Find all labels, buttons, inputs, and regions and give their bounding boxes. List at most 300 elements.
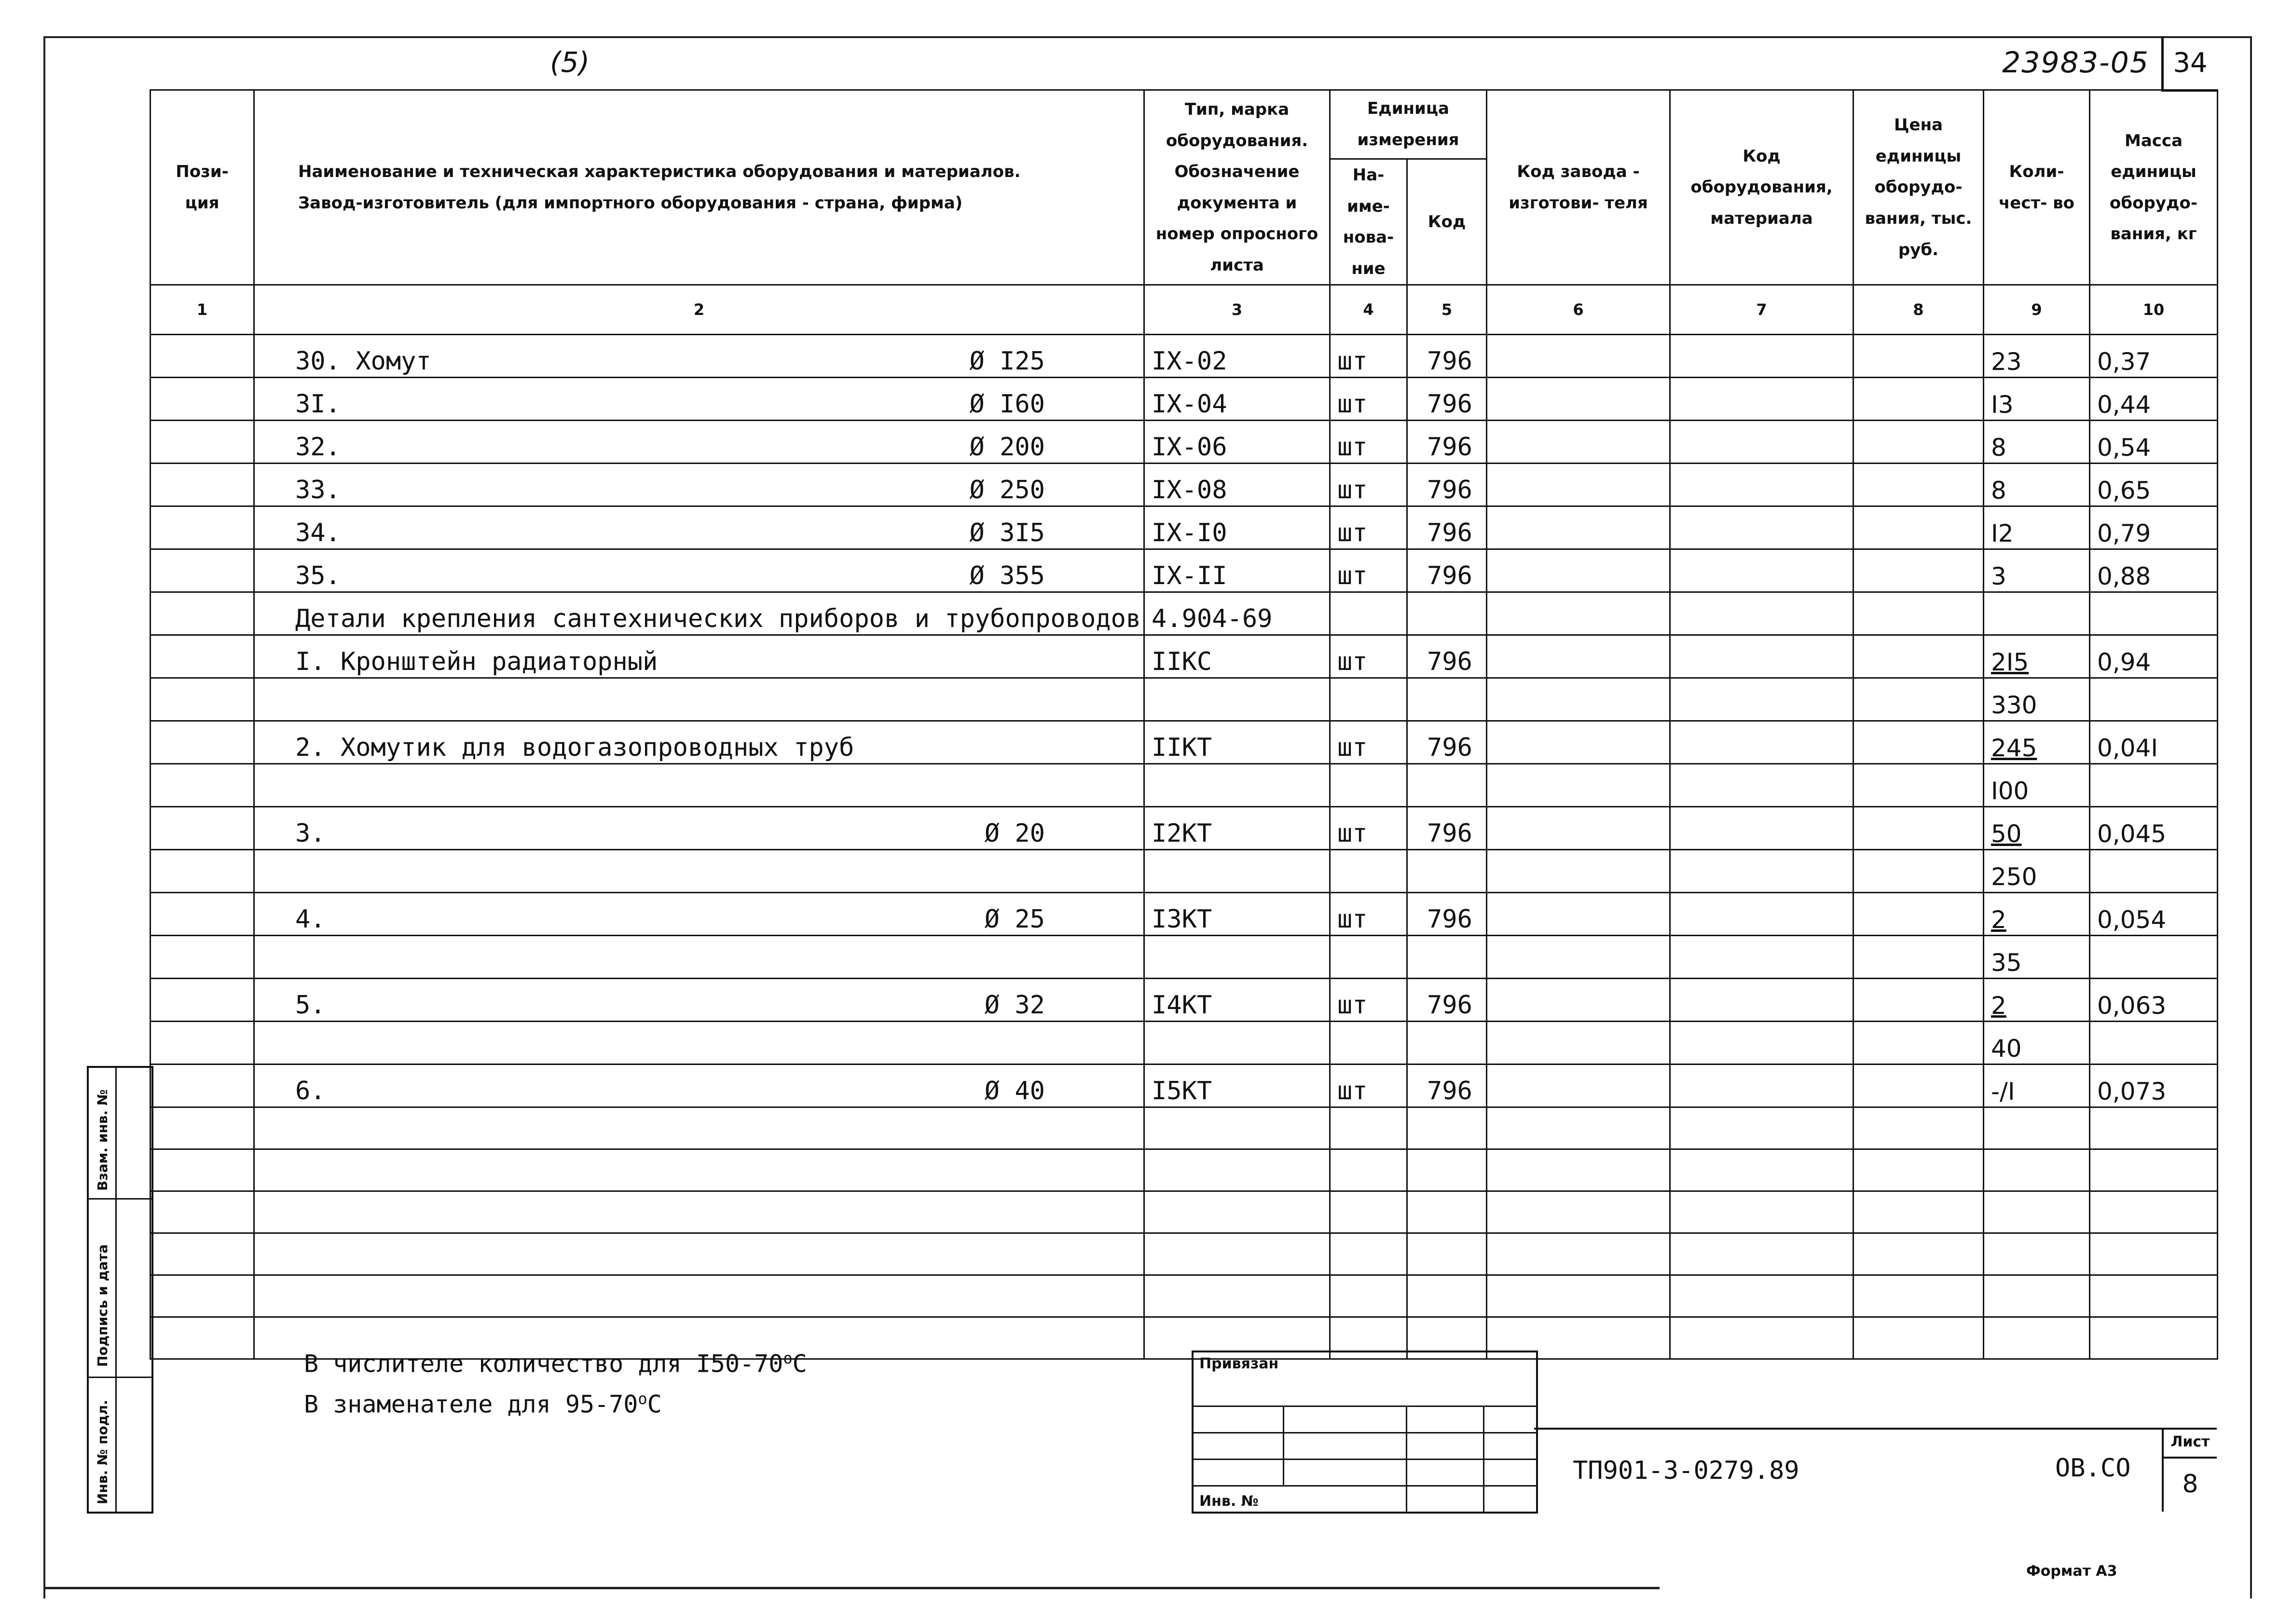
cell-mass: 0,063: [2090, 979, 2218, 1022]
cell-factory: [1487, 850, 1670, 893]
cell-material: [1670, 506, 1853, 549]
cell-price: [1853, 850, 1984, 893]
cell-factory: [1487, 592, 1670, 635]
empty-cell: [1487, 1149, 1670, 1191]
empty-cell: [1670, 1233, 1853, 1275]
cell-mass: 0,073: [2090, 1064, 2218, 1107]
cell-factory: [1487, 549, 1670, 592]
cell-code: [1407, 764, 1487, 807]
cell-name: [254, 1022, 1144, 1064]
empty-cell: [1407, 1275, 1487, 1317]
cell-price: [1853, 549, 1984, 592]
col-unit-code-header: Код: [1407, 159, 1487, 285]
empty-cell: [1487, 1191, 1670, 1233]
cell-type: IIKT: [1144, 721, 1330, 764]
col-number: 1: [151, 285, 254, 335]
empty-cell: [1330, 1233, 1407, 1275]
cell-factory: [1487, 635, 1670, 678]
cell-mass: 0,54: [2090, 421, 2218, 464]
col-unit-name-header: На- име- нова- ние: [1330, 159, 1407, 285]
cell-name: [254, 979, 1144, 1022]
table-row: [151, 506, 2218, 549]
cell-unit: шт: [1330, 378, 1407, 421]
item-name: I. Кронштейн радиаторный: [295, 647, 658, 677]
empty-cell: [1330, 1191, 1407, 1233]
cell-unit: шт: [1330, 721, 1407, 764]
cell-mass: 0,37: [2090, 335, 2218, 378]
empty-cell: [254, 1275, 1144, 1317]
col-type-header: Тип, марка оборудования. Обозначение документа и номер опросного листа: [1144, 90, 1330, 285]
cell-qty: 35: [1984, 936, 2090, 979]
col-price-header: Цена единицы оборудо- вания, тыс. руб.: [1853, 90, 1984, 285]
cell-factory: [1487, 936, 1670, 979]
cell-type: I4KT: [1144, 979, 1330, 1022]
cell-mass: 0,65: [2090, 464, 2218, 506]
side-label-original-inv: Инв. № подл.: [95, 1400, 110, 1504]
cell-price: [1853, 421, 1984, 464]
item-name: 32.: [295, 433, 341, 462]
cell-pos: [151, 592, 254, 635]
cell-price: [1853, 592, 1984, 635]
cell-type: I5KT: [1144, 1064, 1330, 1107]
cell-qty: 250: [1984, 850, 2090, 893]
table-row: [151, 893, 2218, 936]
cell-unit: шт: [1330, 979, 1407, 1022]
cell-factory: [1487, 721, 1670, 764]
cell-pos: [151, 464, 254, 506]
project-code: ТП901-3-0279.89: [1573, 1456, 1799, 1485]
cell-qty: 8: [1984, 464, 2090, 506]
table-row: [151, 850, 2218, 893]
cell-name: [254, 378, 1144, 421]
cell-factory: [1487, 464, 1670, 506]
cell-mass: [2090, 850, 2218, 893]
cell-code: [1407, 678, 1487, 721]
side-label-replacement-inv: Взам. инв. №: [95, 1089, 110, 1191]
cell-mass: 0,79: [2090, 506, 2218, 549]
col-name-header: [254, 90, 1144, 285]
note-line-2: В знаменателе для 95-70$^o$C: [304, 1389, 662, 1419]
col-number: 8: [1853, 285, 1984, 335]
cell-unit: [1330, 764, 1407, 807]
item-name: 4.: [295, 905, 326, 934]
page-number: 34: [2173, 47, 2208, 79]
cell-mass: [2090, 936, 2218, 979]
specification-table: [150, 89, 2218, 1360]
format-mark: Формат А3: [2026, 1563, 2117, 1580]
cell-code: 796: [1407, 1064, 1487, 1107]
specification-body: [151, 285, 2218, 1359]
cell-price: [1853, 721, 1984, 764]
cell-price: [1853, 1022, 1984, 1064]
cell-name: [254, 1064, 1144, 1107]
binding-stamp: [1192, 1351, 1538, 1514]
cell-code: 796: [1407, 506, 1487, 549]
cell-unit: шт: [1330, 635, 1407, 678]
side-stamp-strip: [87, 1066, 153, 1514]
cell-unit: шт: [1330, 1064, 1407, 1107]
item-diameter: Ø 32: [984, 991, 1045, 1020]
cell-qty: -/I: [1984, 1064, 2090, 1107]
empty-cell: [1984, 1107, 2090, 1149]
notes: [304, 1341, 807, 1421]
cell-factory: [1487, 506, 1670, 549]
empty-cell: [1670, 1191, 1853, 1233]
empty-cell: [1330, 1149, 1407, 1191]
bottom-edge-line: [43, 1587, 1660, 1589]
cell-code: [1407, 936, 1487, 979]
cell-qty: 3: [1984, 549, 2090, 592]
cell-pos: [151, 893, 254, 936]
cell-pos: [151, 549, 254, 592]
header-row-top: [151, 90, 2218, 159]
cell-price: [1853, 635, 1984, 678]
cell-factory: [1487, 421, 1670, 464]
empty-cell: [1487, 1107, 1670, 1149]
document-stamp: 23983-05: [2002, 46, 2149, 80]
empty-cell: [2090, 1149, 2218, 1191]
cell-price: [1853, 936, 1984, 979]
cell-qty: 2: [1984, 979, 2090, 1022]
cell-qty: I2: [1984, 506, 2090, 549]
empty-cell: [1144, 1275, 1330, 1317]
empty-cell: [151, 1233, 254, 1275]
empty-cell: [1984, 1275, 2090, 1317]
cell-qty: I3: [1984, 378, 2090, 421]
cell-unit: шт: [1330, 893, 1407, 936]
cell-pos: [151, 421, 254, 464]
item-diameter: Ø 25: [984, 905, 1045, 934]
cell-qty: 245: [1984, 721, 2090, 764]
cell-qty: 50: [1984, 807, 2090, 850]
item-name: 30. Хомут: [295, 347, 431, 376]
cell-name: [254, 764, 1144, 807]
col-number: 3: [1144, 285, 1330, 335]
cell-code: 796: [1407, 335, 1487, 378]
cell-material: [1670, 850, 1853, 893]
empty-cell: [1670, 1317, 1853, 1359]
cell-type: [1144, 764, 1330, 807]
empty-row: [151, 1275, 2218, 1317]
cell-code: 796: [1407, 464, 1487, 506]
empty-cell: [1853, 1317, 1984, 1359]
cell-unit: [1330, 850, 1407, 893]
empty-cell: [1330, 1275, 1407, 1317]
cell-code: 796: [1407, 635, 1487, 678]
cell-pos: [151, 850, 254, 893]
col-number: 10: [2090, 285, 2218, 335]
cell-factory: [1487, 1064, 1670, 1107]
empty-cell: [2090, 1107, 2218, 1149]
cell-name: [254, 592, 1144, 635]
cell-material: [1670, 592, 1853, 635]
cell-price: [1853, 506, 1984, 549]
sheet-label: Лист: [2162, 1428, 2217, 1459]
empty-row: [151, 1149, 2218, 1191]
empty-cell: [151, 1275, 254, 1317]
empty-cell: [1487, 1233, 1670, 1275]
empty-cell: [254, 1107, 1144, 1149]
cell-code: 796: [1407, 893, 1487, 936]
title-block: [1534, 1428, 2217, 1512]
cell-code: 796: [1407, 721, 1487, 764]
cell-name: [254, 678, 1144, 721]
cell-unit: [1330, 592, 1407, 635]
item-name: 2. Хомутик для водогазопроводных труб: [295, 733, 854, 763]
cell-name: [254, 721, 1144, 764]
cell-qty: 23: [1984, 335, 2090, 378]
empty-cell: [1144, 1233, 1330, 1275]
cell-mass: 0,44: [2090, 378, 2218, 421]
cell-material: [1670, 936, 1853, 979]
table-row: [151, 592, 2218, 635]
note-line-1: В числителе количество для I50-70$^o$C: [304, 1349, 807, 1378]
table-row: [151, 1022, 2218, 1064]
cell-mass: [2090, 678, 2218, 721]
cell-price: [1853, 464, 1984, 506]
cell-material: [1670, 979, 1853, 1022]
cell-pos: [151, 506, 254, 549]
item-name: 33.: [295, 476, 341, 505]
cell-factory: [1487, 893, 1670, 936]
col-position-header: Пози- ция: [151, 90, 254, 285]
cell-material: [1670, 378, 1853, 421]
col-material-code-header: Код оборудования, материала: [1670, 90, 1853, 285]
col-number: 6: [1487, 285, 1670, 335]
cell-mass: [2090, 764, 2218, 807]
cell-factory: [1487, 378, 1670, 421]
table-row: [151, 378, 2218, 421]
cell-factory: [1487, 807, 1670, 850]
cell-material: [1670, 464, 1853, 506]
item-name: 34.: [295, 519, 341, 548]
cell-type: [1144, 678, 1330, 721]
table-row: [151, 421, 2218, 464]
cell-material: [1670, 1064, 1853, 1107]
empty-cell: [1984, 1317, 2090, 1359]
cell-mass: 0,054: [2090, 893, 2218, 936]
cell-type: IX-06: [1144, 421, 1330, 464]
empty-cell: [1853, 1191, 1984, 1233]
cell-qty: 8: [1984, 421, 2090, 464]
col-name-header-line1: Наименование и техническая характеристика оборудования и материалов.: [298, 162, 1021, 182]
cell-mass: 0,94: [2090, 635, 2218, 678]
empty-cell: [1984, 1149, 2090, 1191]
cell-material: [1670, 764, 1853, 807]
cell-code: 796: [1407, 549, 1487, 592]
item-diameter: Ø 40: [984, 1077, 1045, 1106]
cell-type: [1144, 936, 1330, 979]
cell-factory: [1487, 1022, 1670, 1064]
table-row: [151, 1064, 2218, 1107]
cell-price: [1853, 335, 1984, 378]
cell-code: 796: [1407, 378, 1487, 421]
cell-code: 796: [1407, 979, 1487, 1022]
cell-name: [254, 893, 1144, 936]
cell-pos: [151, 936, 254, 979]
empty-cell: [1670, 1275, 1853, 1317]
cell-name: [254, 635, 1144, 678]
cell-type: IX-04: [1144, 378, 1330, 421]
cell-type: I3KT: [1144, 893, 1330, 936]
cell-mass: [2090, 1022, 2218, 1064]
cell-unit: шт: [1330, 464, 1407, 506]
cell-material: [1670, 335, 1853, 378]
empty-cell: [254, 1149, 1144, 1191]
cell-code: [1407, 850, 1487, 893]
cell-material: [1670, 721, 1853, 764]
empty-cell: [1144, 1149, 1330, 1191]
cell-qty: [1984, 592, 2090, 635]
cell-mass: 0,045: [2090, 807, 2218, 850]
cell-unit: шт: [1330, 549, 1407, 592]
empty-cell: [151, 1191, 254, 1233]
empty-cell: [1853, 1149, 1984, 1191]
empty-cell: [1670, 1107, 1853, 1149]
cell-name: [254, 335, 1144, 378]
col-number: 7: [1670, 285, 1853, 335]
table-row: [151, 721, 2218, 764]
cell-price: [1853, 807, 1984, 850]
cell-qty: I00: [1984, 764, 2090, 807]
cell-type: [1144, 1022, 1330, 1064]
cell-mass: 0,04I: [2090, 721, 2218, 764]
empty-cell: [1144, 1107, 1330, 1149]
cell-pos: [151, 807, 254, 850]
cell-pos: [151, 764, 254, 807]
cell-name: [254, 549, 1144, 592]
empty-cell: [254, 1233, 1144, 1275]
cell-type: IX-08: [1144, 464, 1330, 506]
cell-qty: 2I5: [1984, 635, 2090, 678]
empty-cell: [1407, 1149, 1487, 1191]
cell-pos: [151, 1064, 254, 1107]
cell-price: [1853, 1064, 1984, 1107]
cell-price: [1853, 893, 1984, 936]
empty-cell: [1407, 1191, 1487, 1233]
empty-cell: [2090, 1275, 2218, 1317]
empty-cell: [254, 1191, 1144, 1233]
cell-pos: [151, 635, 254, 678]
empty-cell: [151, 1317, 254, 1359]
table-row: [151, 979, 2218, 1022]
cell-price: [1853, 678, 1984, 721]
cell-unit: [1330, 936, 1407, 979]
cell-material: [1670, 1022, 1853, 1064]
sheet-number: 8: [2162, 1457, 2217, 1512]
item-diameter: Ø 20: [984, 819, 1045, 848]
table-row: [151, 764, 2218, 807]
col-mass-header: Масса единицы оборудо- вания, кг: [2090, 90, 2218, 285]
empty-cell: [2090, 1233, 2218, 1275]
cell-material: [1670, 893, 1853, 936]
empty-cell: [1407, 1233, 1487, 1275]
empty-cell: [1984, 1233, 2090, 1275]
item-diameter: Ø 250: [969, 476, 1045, 505]
cell-factory: [1487, 764, 1670, 807]
cell-type: IX-02: [1144, 335, 1330, 378]
cell-code: 796: [1407, 807, 1487, 850]
cell-unit: шт: [1330, 807, 1407, 850]
item-name: 3.: [295, 819, 326, 848]
cell-price: [1853, 979, 1984, 1022]
cell-type: IX-I0: [1144, 506, 1330, 549]
cell-type: [1144, 850, 1330, 893]
empty-cell: [1670, 1149, 1853, 1191]
cell-factory: [1487, 678, 1670, 721]
cell-name: [254, 850, 1144, 893]
cell-material: [1670, 421, 1853, 464]
cell-unit: шт: [1330, 506, 1407, 549]
cell-name: [254, 464, 1144, 506]
empty-cell: [151, 1149, 254, 1191]
cell-material: [1670, 635, 1853, 678]
column-number-row: [151, 285, 2218, 335]
cell-name: [254, 936, 1144, 979]
item-diameter: Ø I60: [969, 390, 1045, 419]
table-row: [151, 807, 2218, 850]
col-number: 2: [254, 285, 1144, 335]
col-unit-group-header: Единица измерения: [1330, 90, 1487, 159]
table-row: [151, 549, 2218, 592]
table-row: [151, 635, 2218, 678]
empty-row: [151, 1107, 2218, 1149]
item-diameter: Ø I25: [969, 347, 1045, 376]
sheet-mark: (5): [550, 46, 590, 79]
side-label-signature-date: Подпись и дата: [95, 1244, 110, 1367]
item-name: 35.: [295, 561, 341, 591]
item-name: Детали крепления сантехнических приборов и трубопроводов: [295, 604, 1141, 634]
cell-mass: [2090, 592, 2218, 635]
cell-name: [254, 506, 1144, 549]
item-diameter: Ø 3I5: [969, 519, 1045, 548]
col-number: 9: [1984, 285, 2090, 335]
empty-cell: [2090, 1317, 2218, 1359]
cell-qty: 40: [1984, 1022, 2090, 1064]
col-name-header-line2: Завод-изготовитель (для импортного оборудования - страна, фирма): [298, 193, 963, 213]
table-row: [151, 936, 2218, 979]
empty-cell: [1853, 1107, 1984, 1149]
empty-cell: [1330, 1107, 1407, 1149]
empty-cell: [1144, 1191, 1330, 1233]
table-row: [151, 464, 2218, 506]
cell-type: IIKC: [1144, 635, 1330, 678]
empty-cell: [1407, 1107, 1487, 1149]
empty-cell: [1853, 1275, 1984, 1317]
col-number: 5: [1407, 285, 1487, 335]
cell-qty: 330: [1984, 678, 2090, 721]
cell-unit: [1330, 1022, 1407, 1064]
empty-row: [151, 1233, 2218, 1275]
stamp-inventory-label: Инв. №: [1199, 1493, 1259, 1510]
cell-qty: 2: [1984, 893, 2090, 936]
empty-row: [151, 1191, 2218, 1233]
cell-unit: шт: [1330, 335, 1407, 378]
cell-pos: [151, 678, 254, 721]
cell-factory: [1487, 979, 1670, 1022]
cell-pos: [151, 721, 254, 764]
cell-factory: [1487, 335, 1670, 378]
cell-type: IX-II: [1144, 549, 1330, 592]
cell-code: 796: [1407, 421, 1487, 464]
table-row: [151, 335, 2218, 378]
cell-pos: [151, 979, 254, 1022]
cell-code: [1407, 592, 1487, 635]
page-number-box: [2161, 36, 2217, 92]
empty-cell: [1853, 1233, 1984, 1275]
cell-unit: шт: [1330, 421, 1407, 464]
cell-mass: 0,88: [2090, 549, 2218, 592]
